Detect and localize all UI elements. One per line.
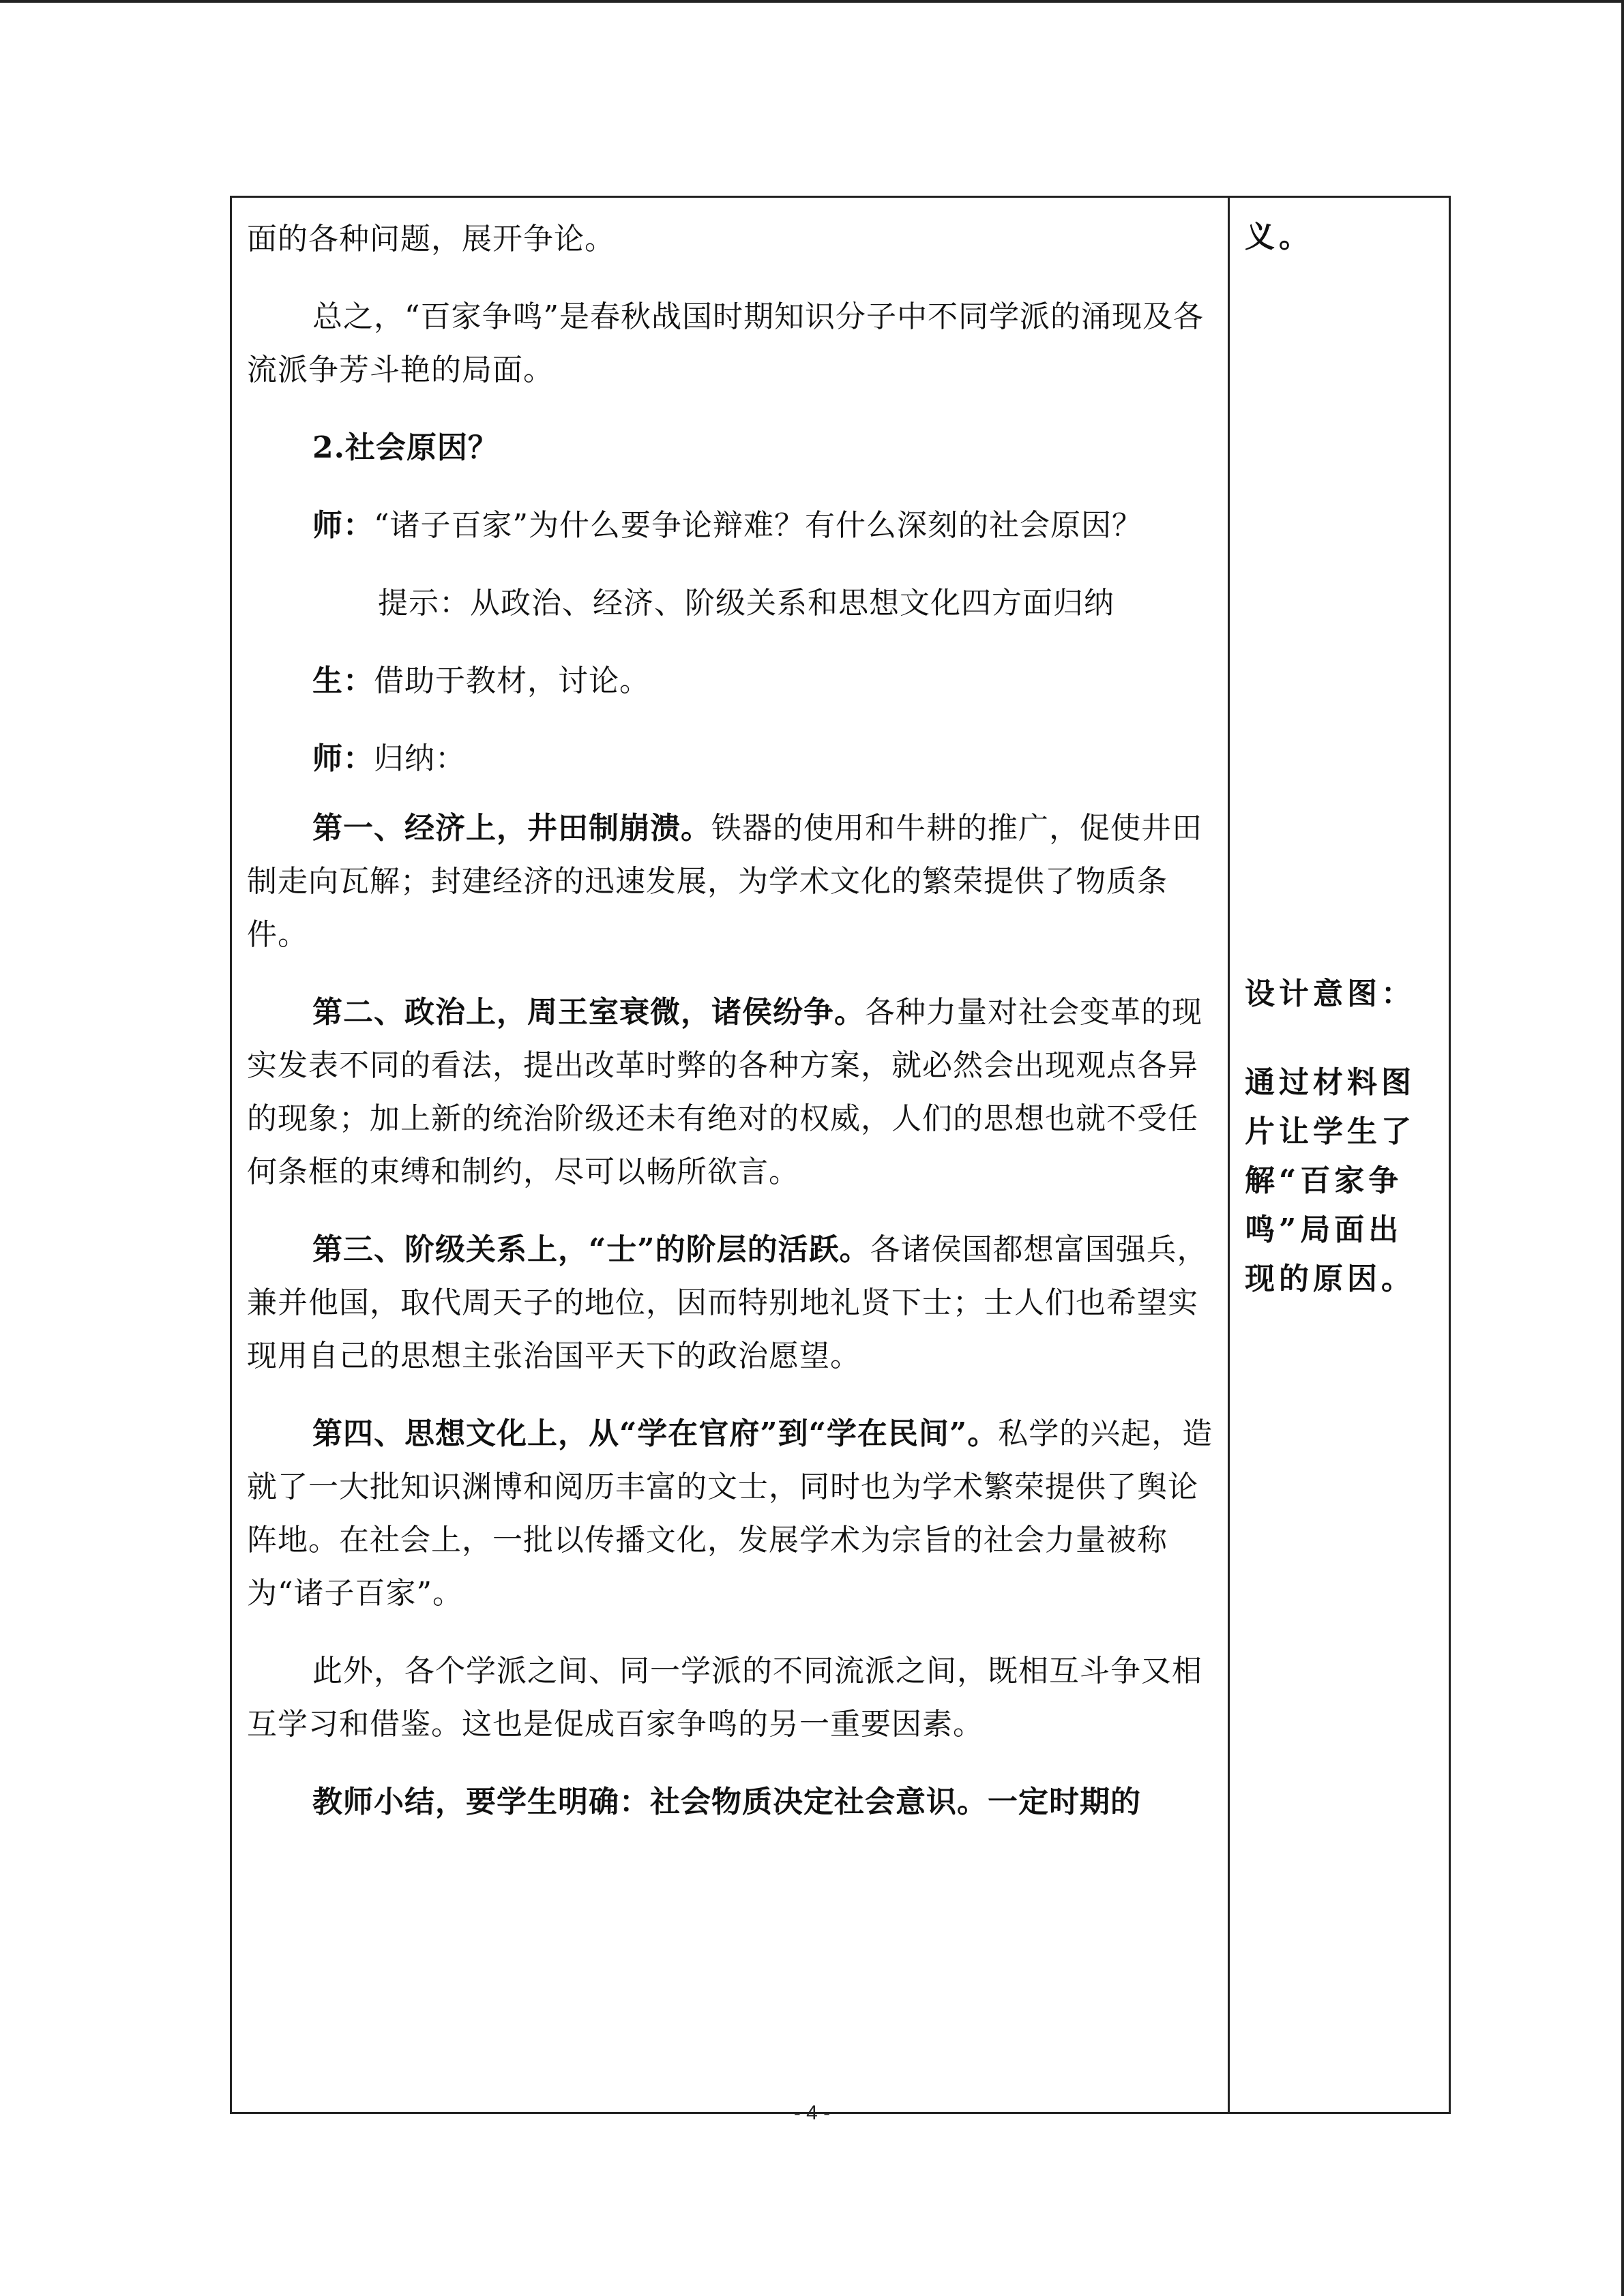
teacher-question [247,499,1215,552]
lesson-plan-table [230,196,1451,2114]
point-culture-heading: 第四、思想文化上，从“学在官府”到“学在民间”。 [312,1416,999,1451]
point-class-relations [247,1223,1215,1383]
page-number: - 4 - [793,2102,831,2124]
point-culture-text: 私学的兴起，造就了一大批知识渊博和阅历丰富的文士，同时也为学术繁荣提供了舆论阵地。在社会上，一批以传播文化，发展学术为宗旨的社会力量被称为“诸子百家”。 [247,1416,1213,1611]
section-heading-social-causes: 2.社会原因？ [312,430,499,465]
design-intent-body: 通过材料图片让学生了解“百家争鸣”局面出现的原因。 [1245,1065,1415,1296]
point-economy-text: 铁器的使用和牛耕的推广，促使井田制走向瓦解；封建经济的迅速发展，为学术文化的繁荣提供了物质条件。 [247,811,1202,952]
speaker-label-teacher: 师： [312,508,374,543]
paragraph-summary: 总之，“百家争鸣”是春秋战国时期知识分子中不同学派的涌现及各流派争芳斗艳的局面。 [247,299,1204,387]
paragraph-additional-factor: 此外，各个学派之间、同一学派的不同流派之间，既相互斗争又相互学习和借鉴。这也是促成百家争鸣的另一重要因素。 [247,1654,1202,1742]
side-continuation-text: 义。 [1245,220,1313,254]
point-culture [247,1407,1215,1620]
summary-intro-text: 归纳： [374,741,466,776]
speaker-label-student: 生： [312,664,374,698]
point-economy-heading: 第一、经济上，井田制崩溃。 [312,811,711,846]
question-text: “诸子百家”为什么要争论辩难？有什么深刻的社会原因？ [374,508,1142,543]
point-class-relations-text: 各诸侯国都想富国强兵，兼并他国，取代周天子的地位，因而特别地礼贤下士；士人们也希望实现用自己的思想主张治国平天下的政治愿望。 [247,1232,1208,1373]
paragraph-continuation: 面的各种问题，展开争论。 [247,222,615,256]
speaker-label-teacher: 师： [312,741,374,776]
design-intent-title: 设计意图： [1245,976,1415,1011]
student-activity [247,655,1215,708]
hint-paragraph: 提示：从政治、经济、阶级关系和思想文化四方面归纳 [378,586,1114,621]
student-activity-text: 借助于教材，讨论。 [374,664,650,698]
teaching-process-column [247,213,1215,1853]
point-economy [247,802,1215,961]
point-politics [247,986,1215,1199]
teacher-conclusion: 教师小结，要学生明确：社会物质决定社会意识。一定时期的 [312,1785,1141,1819]
column-divider [1228,198,1230,2112]
teacher-summary-intro [247,732,1215,786]
point-politics-heading: 第二、政治上，周王室衰微，诸侯纷争。 [312,995,865,1030]
point-class-relations-heading: 第三、阶级关系上，“士”的阶层的活跃。 [312,1232,870,1267]
point-politics-text: 各种力量对社会变革的现实发表不同的看法，提出改革时弊的各种方案，就必然会出现观点各异的现象；加上新的统治阶级还未有绝对的权威，人们的思想也就不受任何条框的束缚和制约，尽可以畅所欲言。 [247,995,1202,1189]
